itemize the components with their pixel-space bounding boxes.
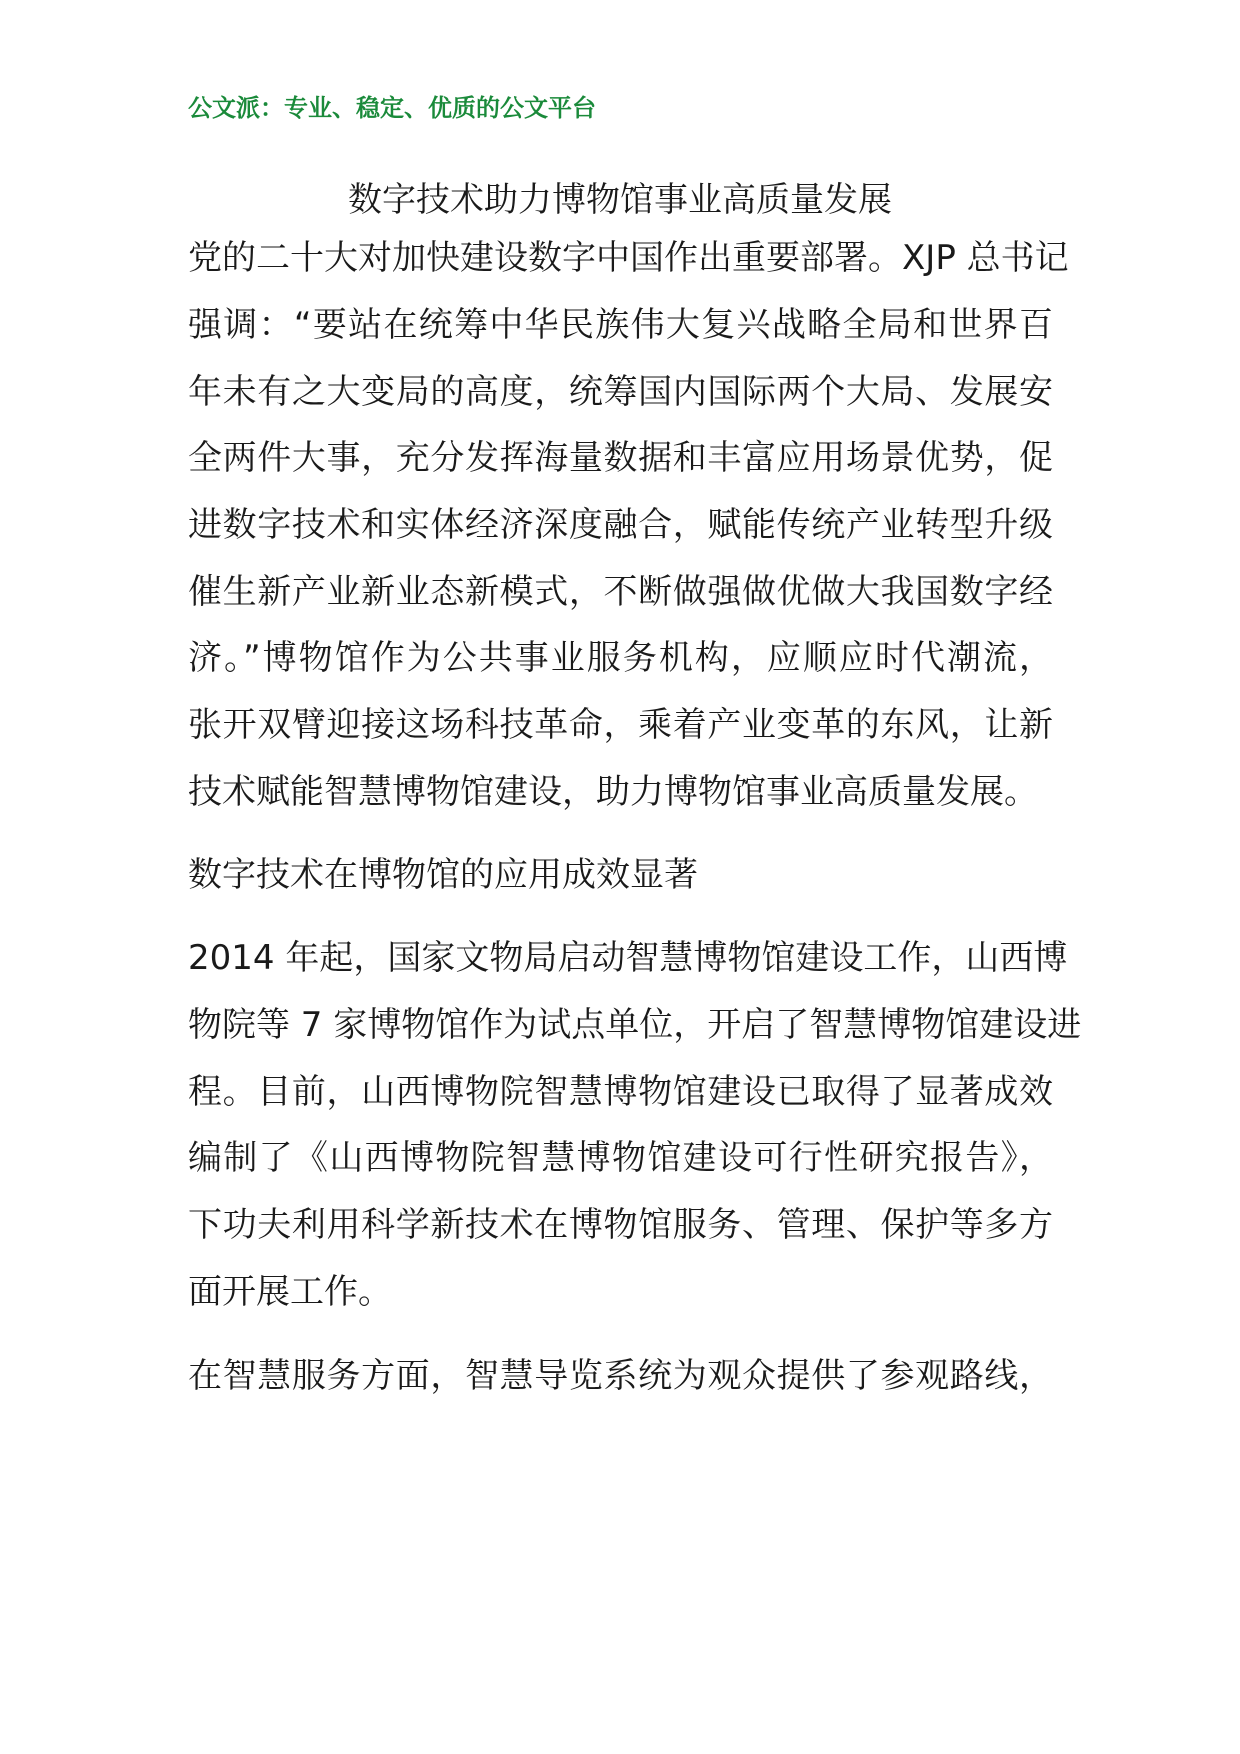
site-tagline: 公文派：专业、稳定、优质的公文平台 <box>188 94 596 122</box>
paragraph-1-line: 张开双臂迎接这场科技革命，乘着产业变革的东风，让新 <box>188 705 1053 745</box>
paragraph-2-line: 程。目前，山西博物院智慧博物馆建设已取得了显著成效 <box>188 1072 1053 1112</box>
section-heading: 数字技术在博物馆的应用成效显著 <box>188 855 698 895</box>
paragraph-1-line: 催生新产业新业态新模式，不断做强做优做大我国数字经 <box>188 572 1053 612</box>
paragraph-1-line: 技术赋能智慧博物馆建设，助力博物馆事业高质量发展。 <box>188 772 1038 812</box>
paragraph-3-line: 在智慧服务方面，智慧导览系统为观众提供了参观路线， <box>188 1356 1053 1396</box>
paragraph-1-line: 全两件大事，充分发挥海量数据和丰富应用场景优势，促 <box>188 438 1053 478</box>
paragraph-2-line: 下功夫利用科学新技术在博物馆服务、管理、保护等多方 <box>188 1205 1053 1245</box>
paragraph-1-line: 党的二十大对加快建设数字中国作出重要部署。XJP 总书记 <box>188 238 1069 278</box>
paragraph-1-line: 进数字技术和实体经济深度融合，赋能传统产业转型升级 <box>188 505 1053 545</box>
paragraph-2-line: 面开展工作。 <box>188 1272 392 1312</box>
document-title: 数字技术助力博物馆事业高质量发展 <box>348 180 892 220</box>
paragraph-1-line: 年未有之大变局的高度，统筹国内国际两个大局、发展安 <box>188 372 1053 412</box>
paragraph-2-line: 2014 年起，国家文物局启动智慧博物馆建设工作，山西博 <box>188 938 1068 978</box>
paragraph-2-line: 物院等 7 家博物馆作为试点单位，开启了智慧博物馆建设进 <box>188 1005 1082 1045</box>
paragraph-2-line: 编制了《山西博物院智慧博物馆建设可行性研究报告》， <box>188 1138 1053 1178</box>
paragraph-1-line: 济。”博物馆作为公共事业服务机构，应顺应时代潮流， <box>188 638 1053 678</box>
paragraph-1-line: 强调：“要站在统筹中华民族伟大复兴战略全局和世界百 <box>188 305 1053 345</box>
